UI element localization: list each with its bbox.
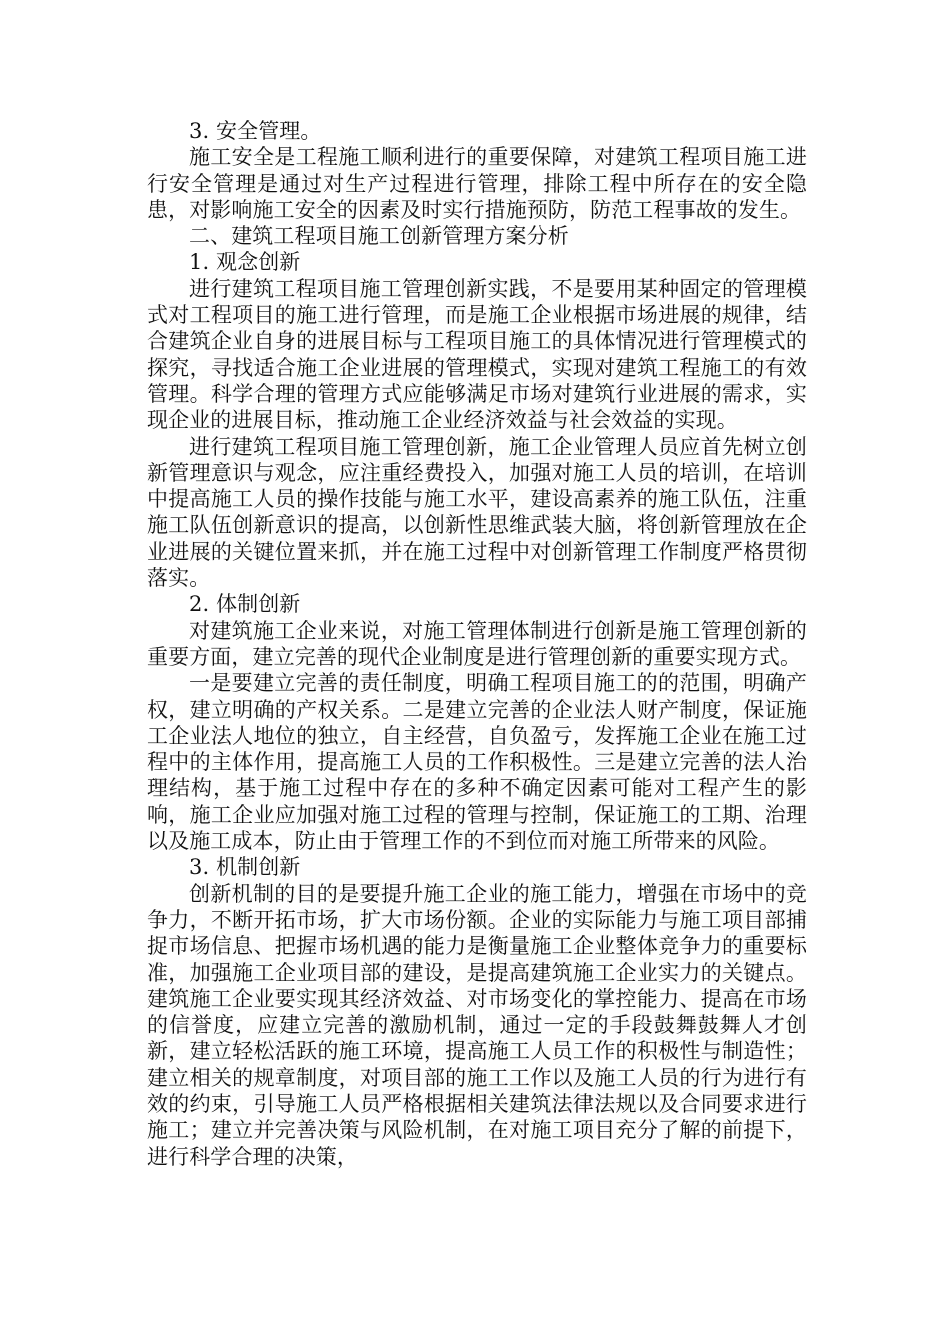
section-heading-safety-management: 3. 安全管理。	[189, 119, 322, 143]
paragraph-mechanism-innovation: 创新机制的目的是要提升施工企业的施工能力，增强在市场中的竞争力，不断开拓市场，扩大市场份额。企业的实际能力与施工项目部捕捉市场信息、把握市场机遇的能力是衡量施工企业整体竞争力的重要标准，加强施工企业项目部的建设，是提高建筑施工企业实力的关键点。建筑施工企业要实现其经济效益、对市场变化的掌控能力、提高在市场的信誉度，应建立完善的激励机制，通过一定的手段鼓舞鼓舞人才创新，建立轻松活跃的施工环境，提高施工人员工作的积极性与制造性；建立相关的规章制度，对项目部的施工工作以及施工人员的行为进行有效的约束，引导施工人员严格根据相关建筑法律法规以及合同要求进行施工；建立并完善决策与风险机制，在对施工项目充分了解的前提下，进行科学合理的决策，	[147, 881, 807, 1169]
subheading-mechanism-innovation: 3. 机制创新	[189, 855, 301, 880]
paragraph-safety-management: 施工安全是工程施工顺利进行的重要保障，对建筑工程项目施工进行安全管理是通过对生产过程进行管理，排除工程中所存在的安全隐患，对影响施工安全的因素及时实行措施预防，防范工程事故的发生。	[147, 145, 807, 222]
paragraph-concept-innovation-2: 进行建筑工程项目施工管理创新，施工企业管理人员应首先树立创新管理意识与观念，应注重经费投入，加强对施工人员的培训，在培训中提高施工人员的操作技能与施工水平，建设高素养的施工队伍，注重施工队伍创新意识的提高，以创新性思维武装大脑，将创新管理放在企业进展的关键位置来抓，并在施工过程中对创新管理工作制度严格贯彻落实。	[147, 434, 807, 591]
paragraph-concept-innovation-1: 进行建筑工程项目施工管理创新实践，不是要用某种固定的管理模式对工程项目的施工进行管理，而是施工企业根据市场进展的规律，结合建筑企业自身的进展目标与工程项目施工的具体情况进行管理模式的探究，寻找适合施工企业进展的管理模式，实现对建筑工程施工的有效管理。科学合理的管理方式应能够满足市场对建筑行业进展的需求，实现企业的进展目标，推动施工企业经济效益与社会效益的实现。	[147, 276, 807, 433]
subheading-system-innovation: 2. 体制创新	[189, 592, 301, 617]
document-body	[147, 118, 807, 1170]
paragraph-system-innovation-1: 对建筑施工企业来说，对施工管理体制进行创新是施工管理创新的重要方面，建立完善的现代企业制度是进行管理创新的重要实现方式。	[147, 618, 807, 669]
subheading-concept-innovation: 1. 观念创新	[189, 250, 301, 275]
paragraph-system-innovation-2: 一是要建立完善的责任制度，明确工程项目施工的的范围，明确产权，建立明确的产权关系。二是建立完善的企业法人财产制度，保证施工企业法人地位的独立，自主经营，自负盈亏，发挥施工企业在施工过程中的主体作用，提高施工人员的工作积极性。三是建立完善的法人治理结构，基于施工过程中存在的多种不确定因素可能对工程产生的影响，施工企业应加强对施工过程的管理与控制，保证施工的工期、治理以及施工成本，防止由于管理工作的不到位而对施工所带来的风险。	[147, 671, 807, 854]
section-heading-innovation-analysis: 二、建筑工程项目施工创新管理方案分析	[189, 224, 569, 249]
